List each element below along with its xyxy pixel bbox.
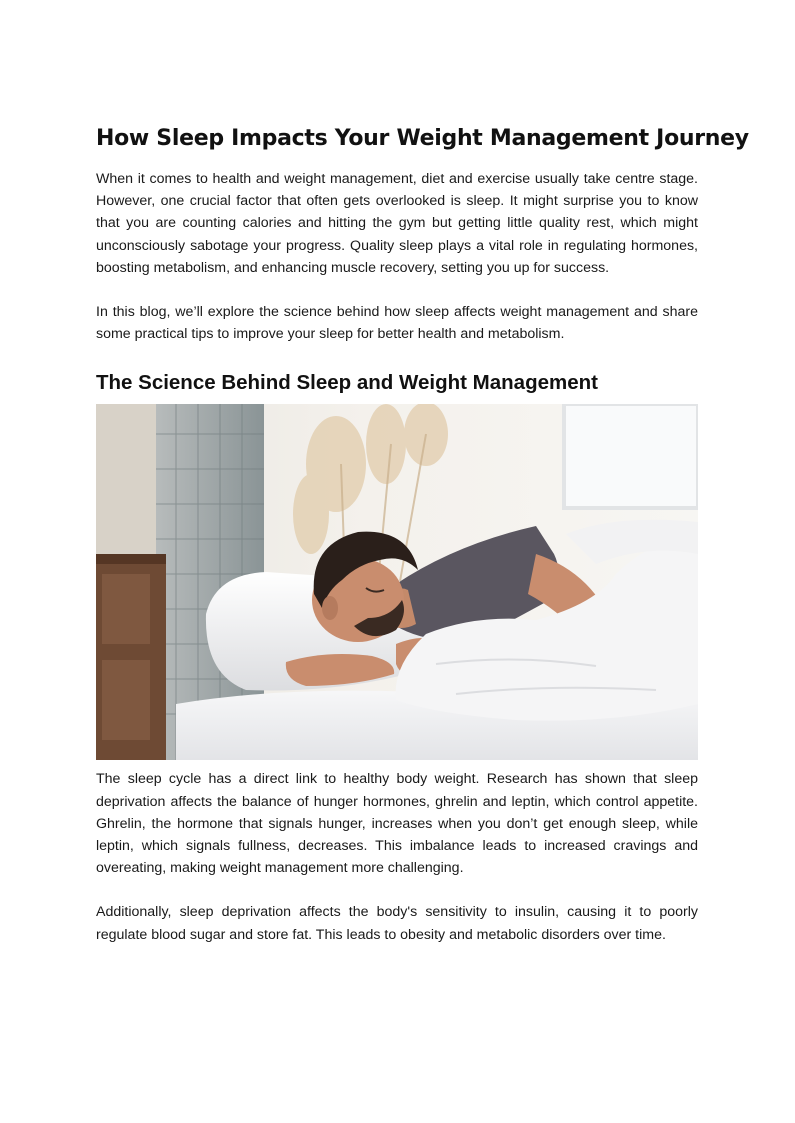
article [96, 122, 749, 946]
intro-paragraph-1: When it comes to health and weight management, diet and exercise usually take centre stage. However, one crucial factor that often gets overlooked is sleep. It might surprise you to know that you are counting calories and hitting the gym but getting little quality rest, which might unconsciously sabotage your progress. Quality sleep plays a vital role in regulating hormones, boosting metabolism, and enhancing muscle recovery, setting you up for success. [96, 171, 698, 276]
section-paragraph-2: Additionally, sleep deprivation affects the body's sensitivity to insulin, causing it to poorly regulate blood sugar and store fat. This leads to obesity and metabolic disorders over time. [96, 904, 698, 943]
section-heading: The Science Behind Sleep and Weight Management [96, 371, 598, 395]
intro-paragraph-2: In this blog, we’ll explore the science behind how sleep affects weight management and share some practical tips to improve your sleep for better health and metabolism. [96, 304, 698, 343]
sleeping-man-photo [96, 404, 698, 760]
photo-sleeping-man-icon [96, 404, 698, 760]
page-title: How Sleep Impacts Your Weight Management Journey [96, 126, 749, 151]
section-paragraph-1: The sleep cycle has a direct link to healthy body weight. Research has shown that sleep deprivation affects the balance of hunger hormones, ghrelin and leptin, which control appetite. Ghrelin, the hormone that signals hunger, increases when you don’t get enough sleep, while leptin, which signals fullness, decreases. This imbalance leads to increased cravings and overeating, making weight management more challenging. [96, 771, 698, 877]
